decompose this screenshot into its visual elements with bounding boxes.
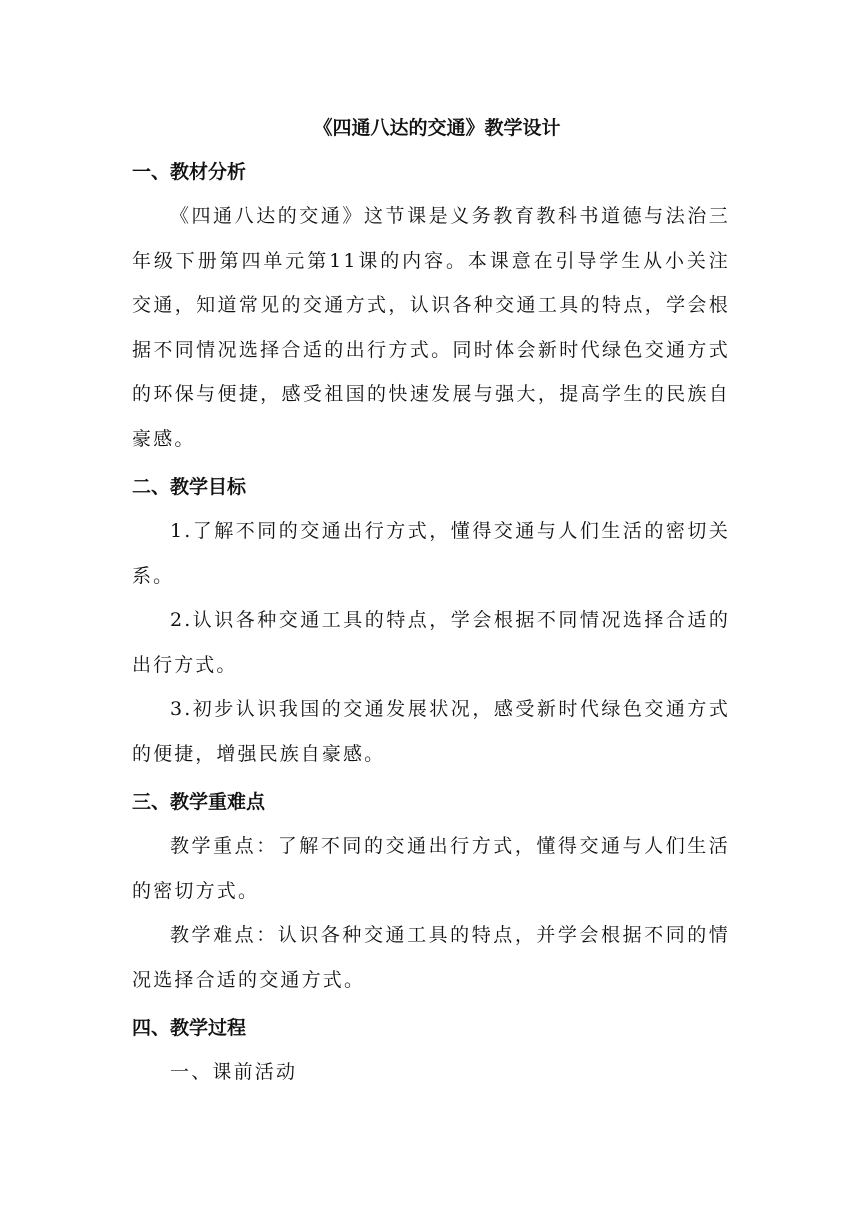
section-key-points (132, 780, 730, 1002)
paragraph: 《四通八达的交通》这节课是义务教育教科书道德与法治三年级下册第四单元第11课的内容。本课意在引导学生从小关注交通，知道常见的交通方式，认识各种交通工具的特点，学会根据不同情况选择合适的出行方式。同时体会新时代绿色交通方式的环保与便捷，感受祖国的快速发展与强大，提高学生的民族自豪感。 (132, 205, 730, 450)
key-point: 教学重点：了解不同的交通出行方式，懂得交通与人们生活的密切方式。 (132, 835, 730, 902)
goal-item: 2.认识各种交通工具的特点，学会根据不同情况选择合适的出行方式。 (132, 609, 730, 676)
difficult-point: 教学难点：认识各种交通工具的特点，并学会根据不同的情况选择合适的交通方式。 (132, 924, 730, 991)
section-teaching-goals (132, 465, 730, 776)
section-heading: 三、教学重难点 (132, 791, 266, 813)
goal-item: 3.初步认识我国的交通发展状况，感受新时代绿色交通方式的便捷，增强民族自豪感。 (132, 698, 730, 765)
section-heading: 二、教学目标 (132, 476, 247, 498)
section-teaching-process (132, 1006, 730, 1095)
document-title: 《四通八达的交通》教学设计 (313, 117, 561, 139)
document-page (132, 110, 730, 1095)
goal-item: 1.了解不同的交通出行方式，懂得交通与人们生活的密切关系。 (132, 520, 730, 587)
section-textbook-analysis (132, 150, 730, 461)
section-heading: 四、教学过程 (132, 1017, 247, 1039)
process-step: 一、课前活动 (170, 1061, 298, 1083)
section-heading: 一、教材分析 (132, 161, 247, 183)
